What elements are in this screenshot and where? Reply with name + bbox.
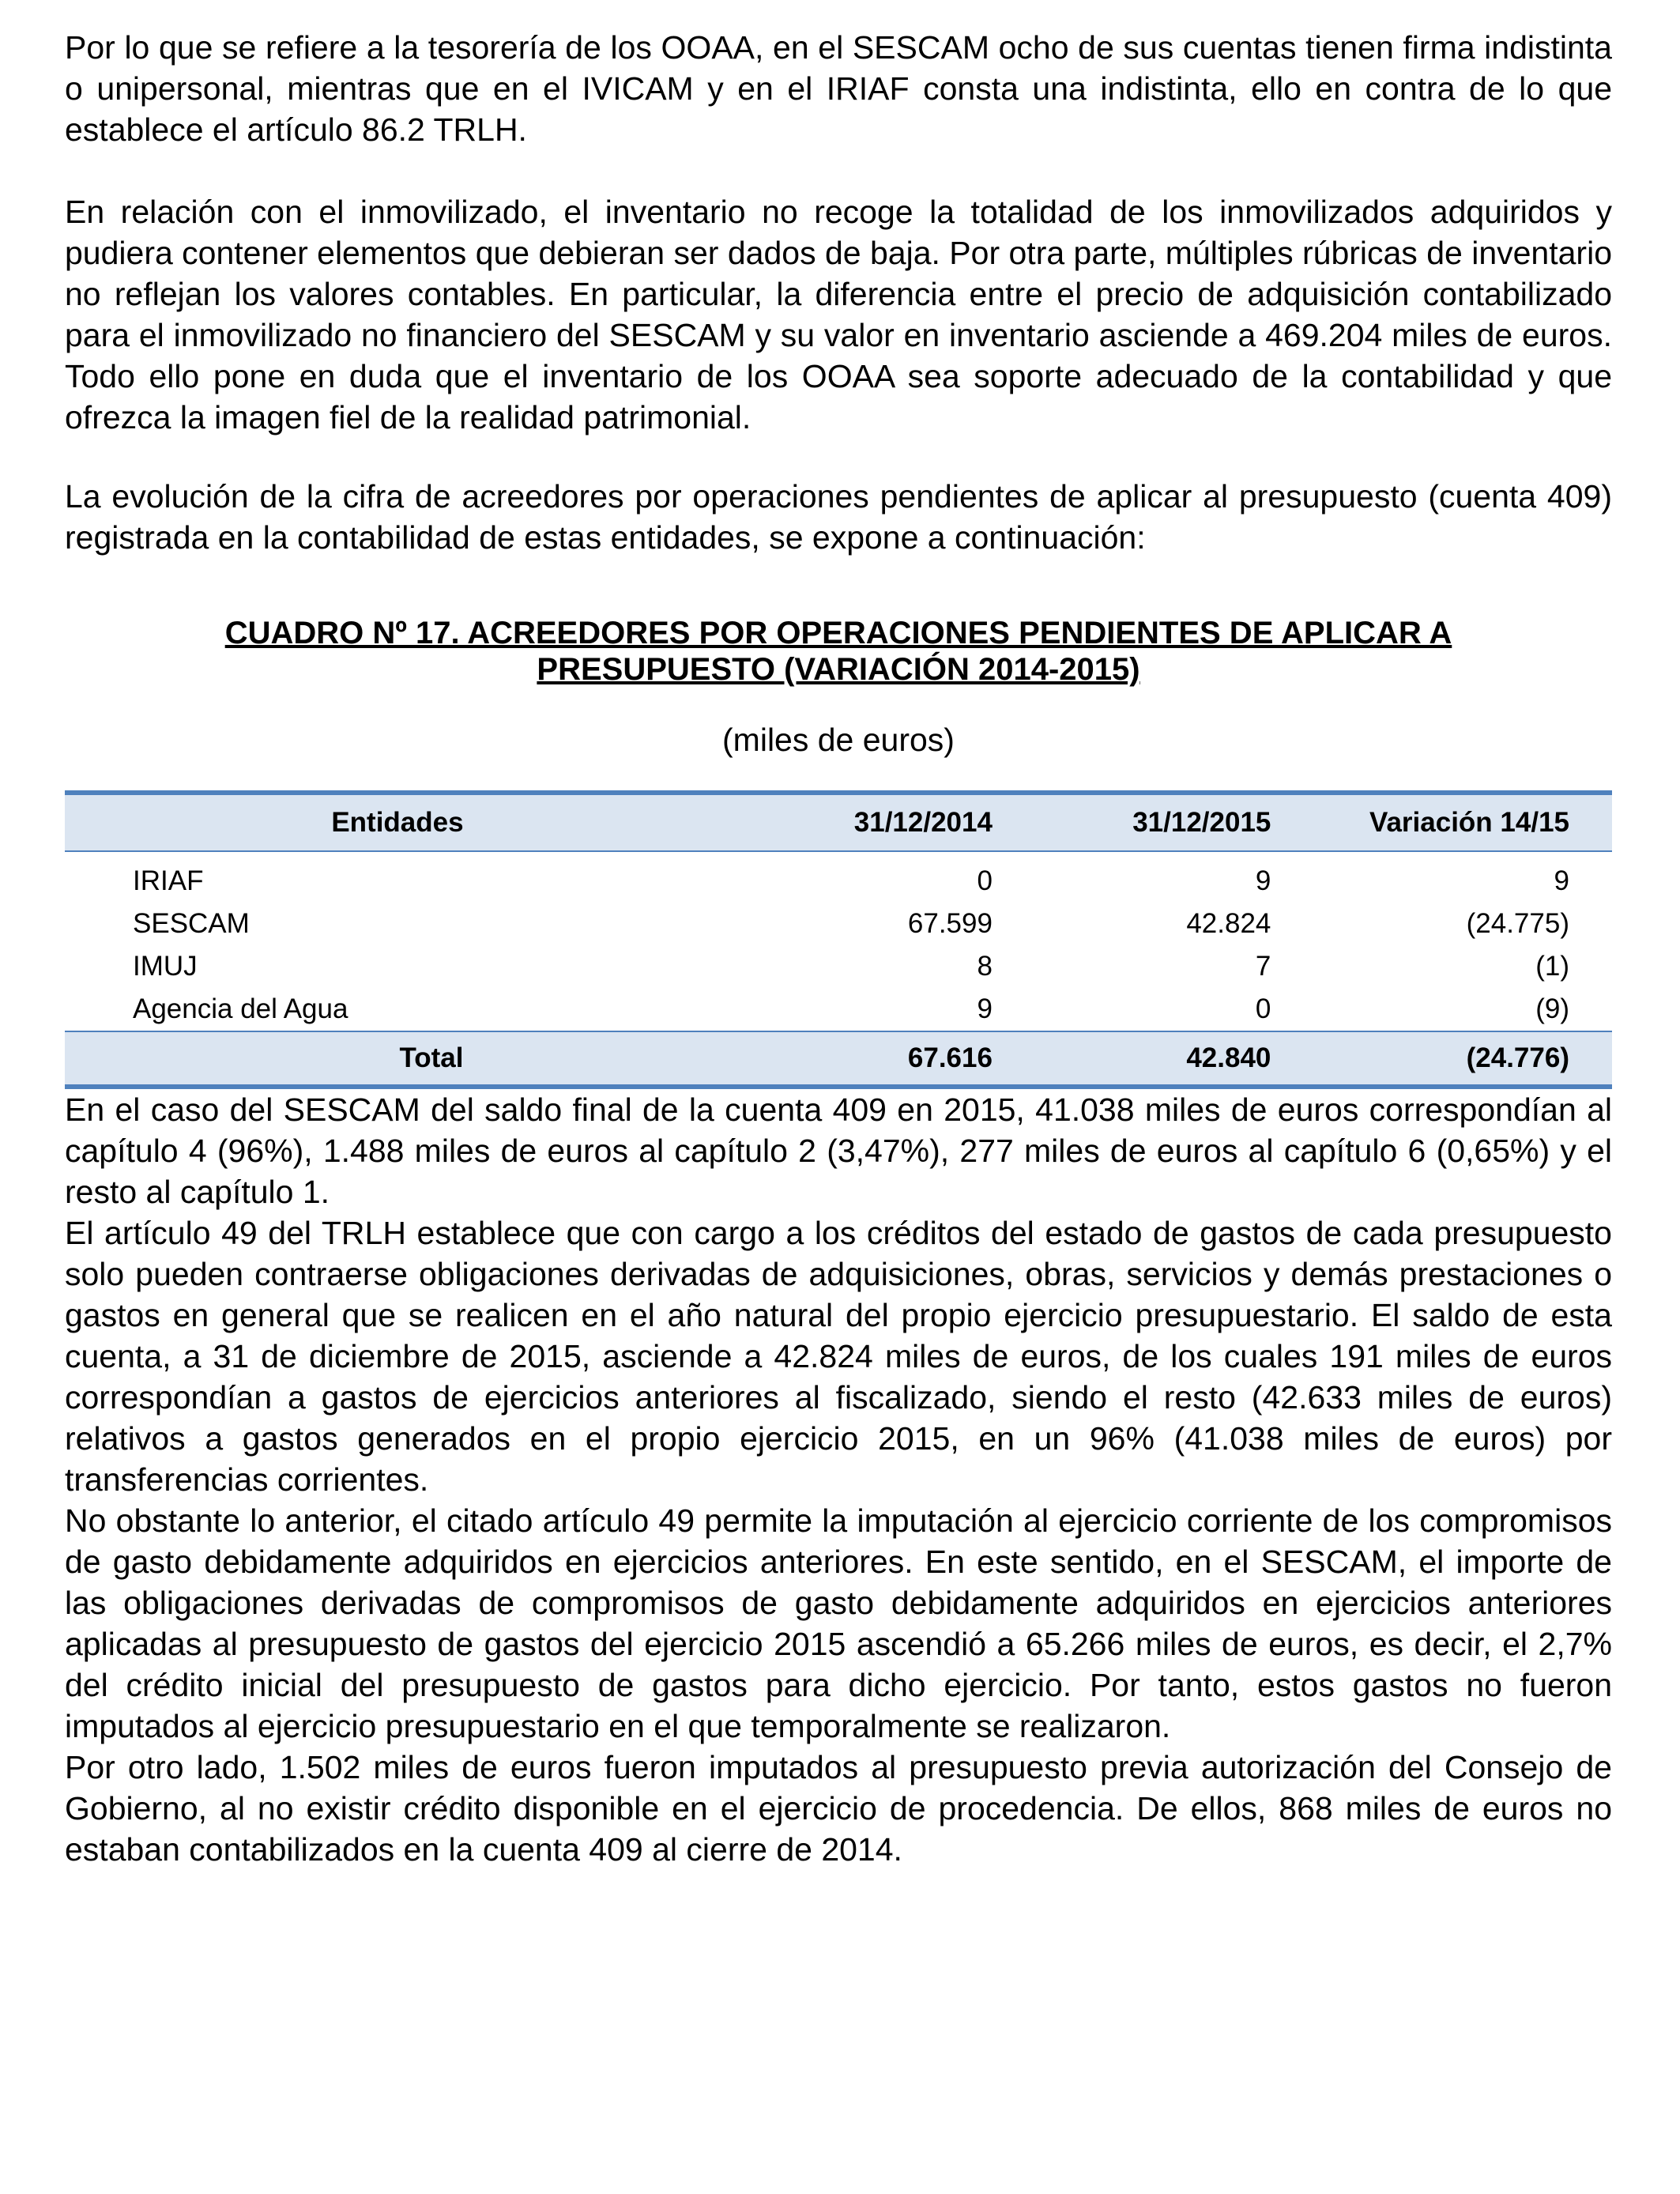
cell-entity: SESCAM	[133, 908, 250, 939]
paragraph-sescam-breakdown: En el caso del SESCAM del saldo final de la cuenta 409 en 2015, 41.038 miles de euros correspondían al capítulo 4 (96%), 1.488 miles de euros al capítulo 2 (3,47%), 277 miles de euros al capítulo 6 (0,65%) y el resto al capítulo 1.	[65, 1091, 1612, 1210]
table-title-line-1: CUADRO Nº 17. ACREEDORES POR OPERACIONES PENDIENTES DE APLICAR A	[224, 616, 1452, 650]
cell-2014: 67.599	[907, 908, 993, 939]
total-variation: (24.776)	[1302, 1031, 1612, 1087]
total-2014: 67.616	[730, 1031, 1024, 1087]
table-units: (miles de euros)	[722, 722, 955, 758]
total-2015: 42.840	[1024, 1031, 1302, 1087]
table-row	[65, 945, 1612, 988]
header-variation: Variación 14/15	[1302, 793, 1612, 851]
cell-variation: (24.775)	[1466, 908, 1569, 939]
paragraph-previous-commitments: No obstante lo anterior, el citado artículo 49 permite la imputación al ejercicio corriente de los compromisos de gasto debidamente adquiridos en ejercicios anteriores. En este sentido, en el SESCAM, el importe de las obligaciones derivadas de compromisos de gasto debidamente adquiridos en ejercicios anteriores aplicadas al presupuesto de gastos del ejercicio 2015 ascendió a 65.266 miles de euros, es decir, el 2,7% del crédito inicial del presupuesto de gastos para dicho ejercicio. Por tanto, estos gastos no fueron imputados al ejercicio presupuestario en el que temporalmente se realizaron.	[65, 1502, 1612, 1744]
table-header-row	[65, 793, 1612, 851]
paragraph-fixed-assets: En relación con el inmovilizado, el inventario no recoge la totalidad de los inmovilizados adquiridos y pudiera contener elementos que debieran ser dados de baja. Por otra parte, múltiples rúbricas de inventario no reflejan los valores contables. En particular, la diferencia entre el precio de adquisición contabilizado para el inmovilizado no financiero del SESCAM y su valor en inventario asciende a 469.204 miles de euros. Todo ello pone en duda que el inventario de los OOAA sea soporte adecuado de la contabilidad y que ofrezca la imagen fiel de la realidad patrimonial.	[65, 194, 1612, 435]
cell-2014: 9	[977, 993, 993, 1024]
table-title	[65, 615, 1612, 688]
header-2015: 31/12/2015	[1024, 793, 1302, 851]
table-row	[65, 903, 1612, 945]
table-title-line-2: PRESUPUESTO (VARIACIÓN 2014-2015)	[537, 652, 1140, 687]
cell-entity: Agencia del Agua	[133, 993, 348, 1024]
header-2014: 31/12/2014	[730, 793, 1024, 851]
cell-variation: (1)	[1535, 951, 1569, 982]
cell-2014: 8	[977, 951, 993, 982]
creditors-table	[65, 790, 1612, 1089]
paragraph-creditors-intro: La evolución de la cifra de acreedores por operaciones pendientes de aplicar al presupuesto (cuenta 409) registrada en la contabilidad de estas entidades, se expone a continuación:	[65, 478, 1612, 556]
cell-variation: 9	[1554, 865, 1569, 896]
cell-2015: 7	[1255, 951, 1271, 982]
header-entidades: Entidades	[65, 793, 730, 851]
paragraph-article-49: El artículo 49 del TRLH establece que con cargo a los créditos del estado de gastos de cada presupuesto solo pueden contraerse obligaciones derivadas de adquisiciones, obras, servicios y demás prestaciones o gastos en general que se realicen en el año natural del propio ejercicio presupuestario. El saldo de esta cuenta, a 31 de diciembre de 2015, asciende a 42.824 miles de euros, de los cuales 191 miles de euros correspondían a gastos de ejercicios anteriores al fiscalizado, siendo el resto (42.633 miles de euros) relativos a gastos generados en el propio ejercicio 2015, en un 96% (41.038 miles de euros) por transferencias corrientes.	[65, 1215, 1612, 1498]
cell-variation: (9)	[1535, 993, 1569, 1024]
table-total-row	[65, 1031, 1612, 1087]
cell-entity: IMUJ	[133, 951, 198, 982]
cell-2015: 42.824	[1186, 908, 1271, 939]
paragraph-treasury: Por lo que se refiere a la tesorería de los OOAA, en el SESCAM ocho de sus cuentas tienen firma indistinta o unipersonal, mientras que en el IVICAM y en el IRIAF consta una indistinta, ello en contra de lo que establece el artículo 86.2 TRLH.	[65, 29, 1612, 148]
paragraph-government-authorization: Por otro lado, 1.502 miles de euros fueron imputados al presupuesto previa autorización del Consejo de Gobierno, al no existir crédito disponible en el ejercicio de procedencia. De ellos, 868 miles de euros no estaban contabilizados en la cuenta 409 al cierre de 2014.	[65, 1749, 1612, 1868]
cell-2014: 0	[977, 865, 993, 896]
cell-entity: IRIAF	[133, 865, 204, 896]
cell-2015: 0	[1255, 993, 1271, 1024]
cell-2015: 9	[1255, 865, 1271, 896]
table-row	[65, 988, 1612, 1031]
total-label: Total	[65, 1031, 730, 1087]
table-row	[65, 851, 1612, 903]
